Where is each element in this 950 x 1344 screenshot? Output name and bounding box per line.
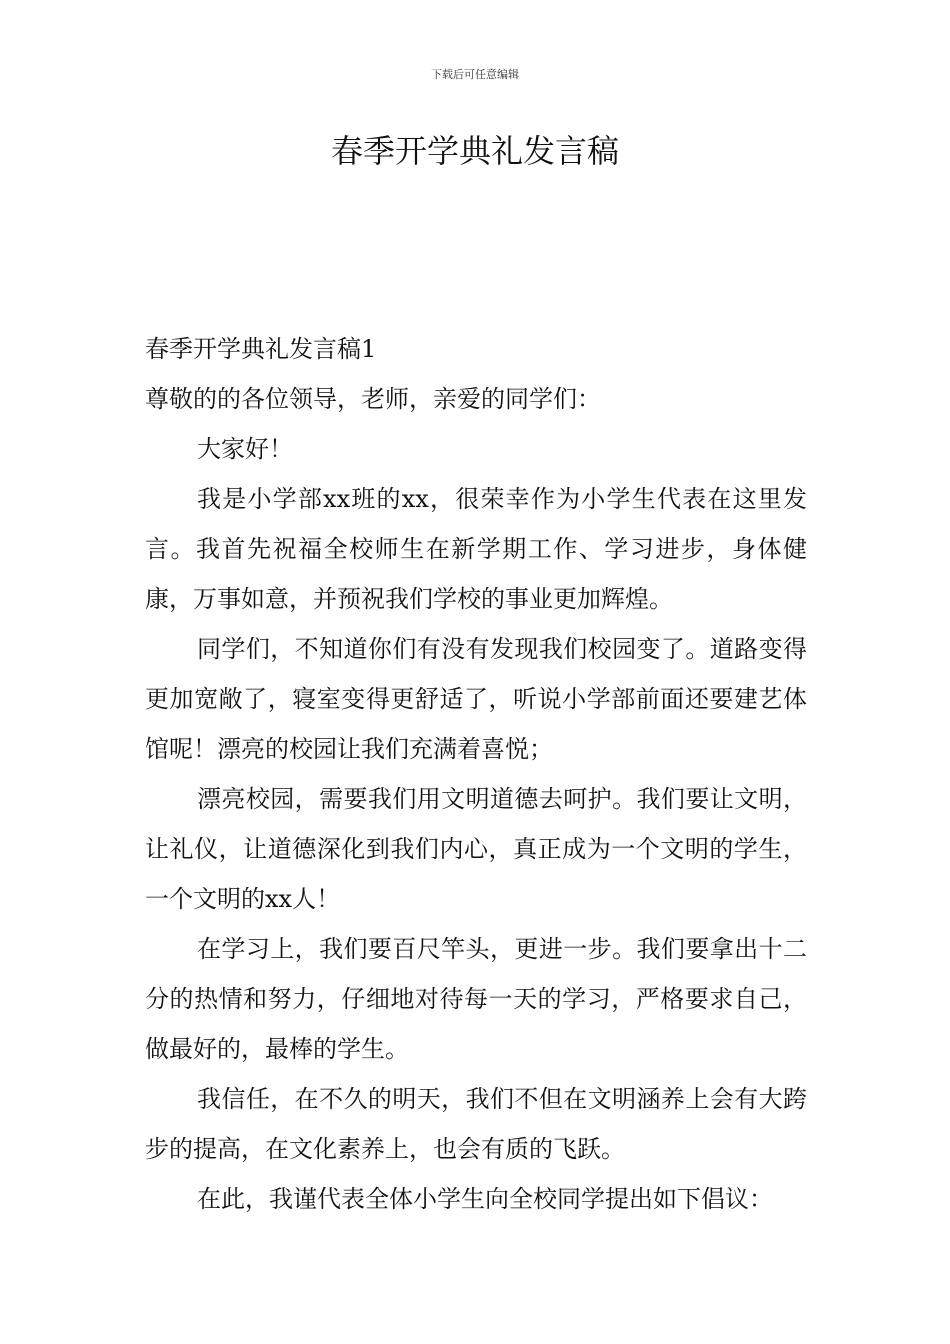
section-heading: 春季开学典礼发言稿1: [145, 335, 377, 363]
paragraph-proposal: 在此，我谨代表全体小学生向全校同学提出如下倡议：: [197, 1185, 773, 1213]
paragraph-campus-change: 同学们，不知道你们有没有发现我们校园变了。道路变得更加宽敞了，寝室变得更舒适了，听说小学部前面还要建艺体馆呢！漂亮的校园让我们充满着喜悦；: [145, 635, 807, 763]
document-body: [145, 324, 807, 1224]
paragraph-study: 在学习上，我们要百尺竿头，更进一步。我们要拿出十二分的热情和努力，仔细地对待每一天的学习，严格要求自己，做最好的，最棒的学生。: [145, 935, 807, 1063]
document-title: 春季开学典礼发言稿: [330, 132, 619, 170]
paragraph-civility: 漂亮校园，需要我们用文明道德去呵护。我们要让文明，让礼仪，让道德深化到我们内心，真正成为一个文明的学生，一个文明的xx人！: [145, 785, 807, 913]
paragraph-introduction: 我是小学部xx班的xx，很荣幸作为小学生代表在这里发言。我首先祝福全校师生在新学期工作、学习进步，身体健康，万事如意，并预祝我们学校的事业更加辉煌。: [145, 485, 807, 613]
paragraph-greeting: 大家好！: [197, 435, 293, 463]
header-note: 下载后可任意编辑: [431, 68, 519, 81]
paragraph-belief: 我信任，在不久的明天，我们不但在文明涵养上会有大跨步的提高，在文化素养上，也会有质的飞跃。: [145, 1085, 807, 1163]
salutation: 尊敬的的各位领导，老师，亲爱的同学们：: [145, 385, 601, 413]
